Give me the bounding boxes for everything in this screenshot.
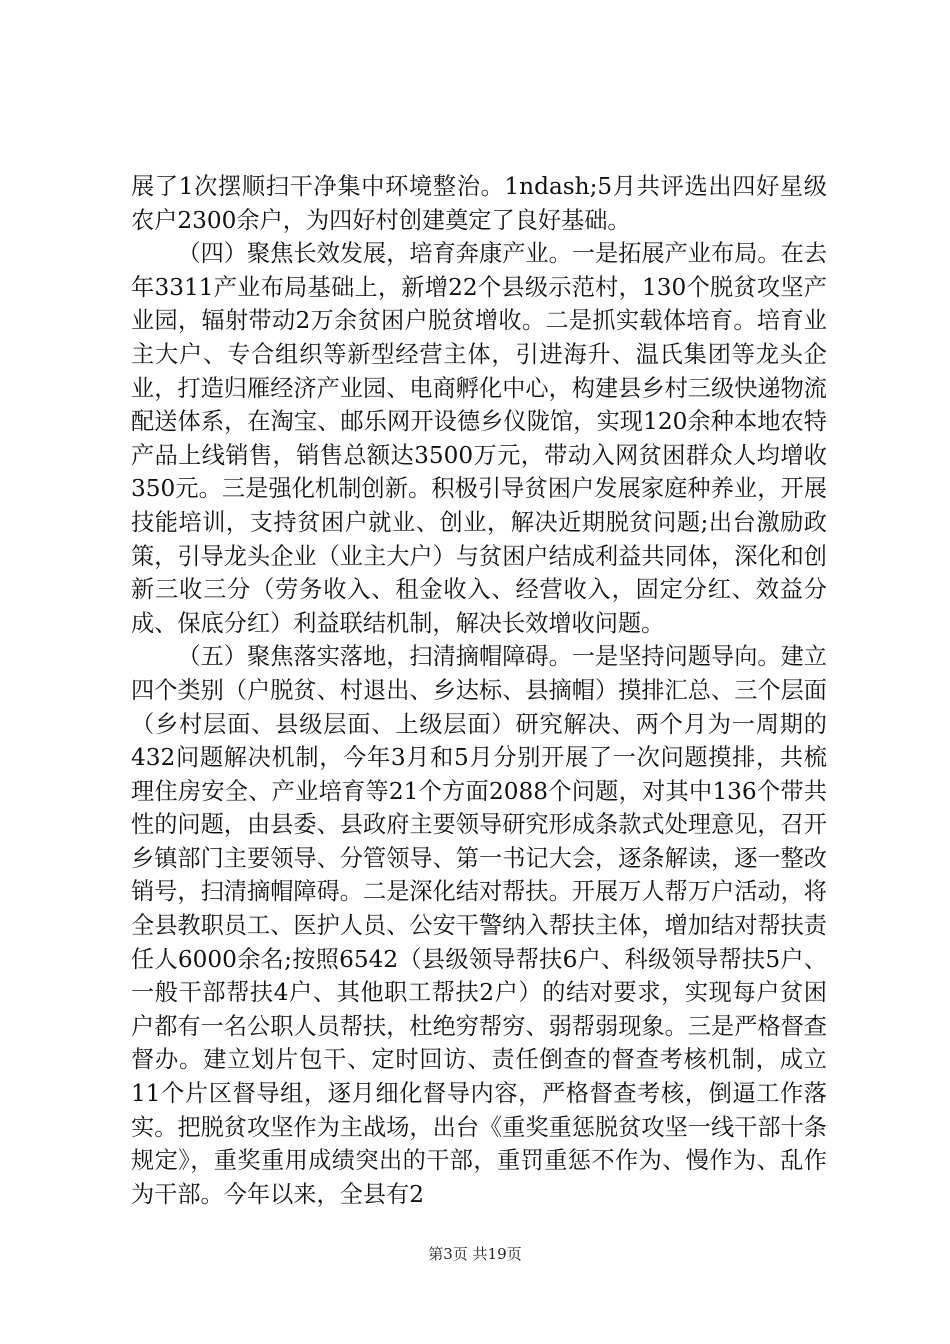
paragraph-section-five: （五）聚焦落实落地，扫清摘帽障碍。一是坚持问题导向。建立四个类别（户脱贫、村退出、乡达标、县摘帽）摸排汇总、三个层面（乡村层面、县级层面、上级层面）研究解决、两个月为一周期的432问题解决机制，今年3月和5月分别开展了一次问题摸排，共梳理住房安全、产业培育等21个方面2088个问题，对其中136个带共性的问题，由县委、县政府主要领导研究形成条款式处理意见，召开乡镇部门主要领导、分管领导、第一书记大会，逐条解读，逐一整改销号，扫清摘帽障碍。二是深化结对帮扶。开展万人帮万户活动，将全县教职员工、医护人员、公安干警纳入帮扶主体，增加结对帮扶责任人6000余名;按照6542（县级领导帮扶6户、科级领导帮扶5户、一般干部帮扶4户、其他职工帮扶2户）的结对要求，实现每户贫困户都有一名公职人员帮扶，杜绝穷帮穷、弱帮弱现象。三是严格督查督办。建立划片包干、定时回访、责任倒查的督查考核机制，成立11个片区督导组，逐月细化督导内容，严格督查考核，倒逼工作落实。把脱贫攻坚作为主战场，出台《重奖重惩脱贫攻坚一线干部十条规定》，重奖重用成绩突出的干部，重罚重惩不作为、慢作为、乱作为干部。今年以来，全县有2	[131, 643, 827, 1208]
document-body	[131, 170, 827, 1211]
paragraph-section-four: （四）聚焦长效发展，培育奔康产业。一是拓展产业布局。在去年3311产业布局基础上，新增22个县级示范村，130个脱贫攻坚产业园，辐射带动2万余贫困户脱贫增收。二是抓实载体培育。培育业主大户、专合组织等新型经营主体，引进海升、温氏集团等龙头企业，打造归雁经济产业园、电商孵化中心，构建县乡村三级快递物流配送体系，在淘宝、邮乐网开设德乡仪陇馆，实现120余种本地农特产品上线销售，销售总额达3500万元，带动入网贫困群众人均增收350元。三是强化机制创新。积极引导贫困户发展家庭种养业，开展技能培训，支持贫困户就业、创业，解决近期脱贫问题;出台激励政策，引导龙头企业（业主大户）与贫困户结成利益共同体，深化和创新三收三分（劳务收入、租金收入、经营收入，固定分红、效益分成、保底分红）利益联结机制，解决长效增收问题。	[131, 240, 827, 637]
page-number-footer: 第3页 共19页	[428, 1245, 522, 1263]
paragraph-continuation: 展了1次摆顺扫干净集中环境整治。1ndash;5月共评选出四好星级农户2300余户，为四好村创建奠定了良好基础。	[131, 173, 827, 234]
